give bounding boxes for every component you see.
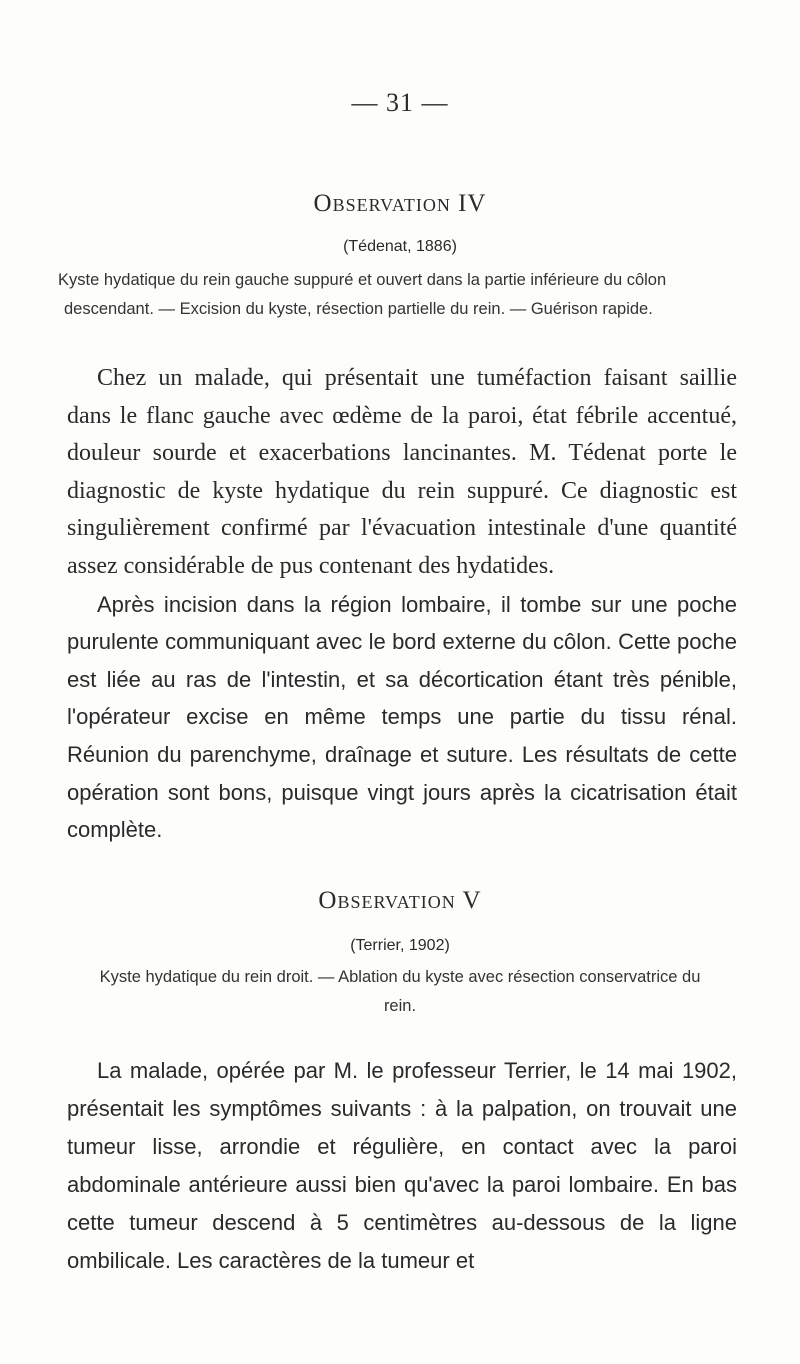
observation-5-source: (Terrier, 1902) (350, 937, 450, 954)
observation-5-summary: Kyste hydatique du rein droit. — Ablation du kyste avec résection conservatrice du rein. (99, 968, 701, 1015)
observation-5-body (67, 1052, 737, 1280)
observation-4-paragraph-2: Après incision dans la région lombaire, il tombe sur une poche purulente communiquant avec le bord externe du côlon. Cette poche est liée au ras de l'intestin, et sa décortication étant très pénible, l'opérateur excise en même temps une partie du tissu rénal. Réunion du parenchyme, draînage et suture. Les résultats de cette opération sont bons, puisque vingt jours après la cicatrisation était complète. (67, 591, 737, 843)
observation-4-source: (Tédenat, 1886) (343, 238, 457, 255)
observation-4-body (67, 360, 737, 849)
observation-4-paragraph-1: Chez un malade, qui présentait une tuméfaction faisant saillie dans le flanc gauche avec œdème de la paroi, état fébrile accentué, douleur sourde et exacerbations lancinantes. M. Tédenat porte le diagnostic de kyste hydatique du rein suppuré. Ce diagnostic est singulièrement confirmé par l'évacuation intestinale d'une quantité assez considérable de pus contenant des hydatides. (67, 365, 737, 579)
observation-4-summary: Kyste hydatique du rein gauche suppuré et ouvert dans la partie inférieure du côlon descendant. — Excision du kyste, résection partielle du rein. — Guérison rapide. (58, 271, 667, 318)
observation-5-title: Observation V (318, 887, 482, 914)
observation-4-title: Observation IV (313, 190, 487, 217)
observation-5-paragraph-1: La malade, opérée par M. le professeur Terrier, le 14 mai 1902, présentait les symptômes suivants : à la palpation, on trouvait une tumeur lisse, arrondie et régulière, en contact avec la paroi abdominale antérieure aussi bien qu'avec la paroi lombaire. En bas cette tumeur descend à 5 centimètres au-dessous de la ligne ombilicale. Les caractères de la tumeur et (67, 1058, 737, 1273)
page-number: — 31 — (351, 88, 449, 117)
